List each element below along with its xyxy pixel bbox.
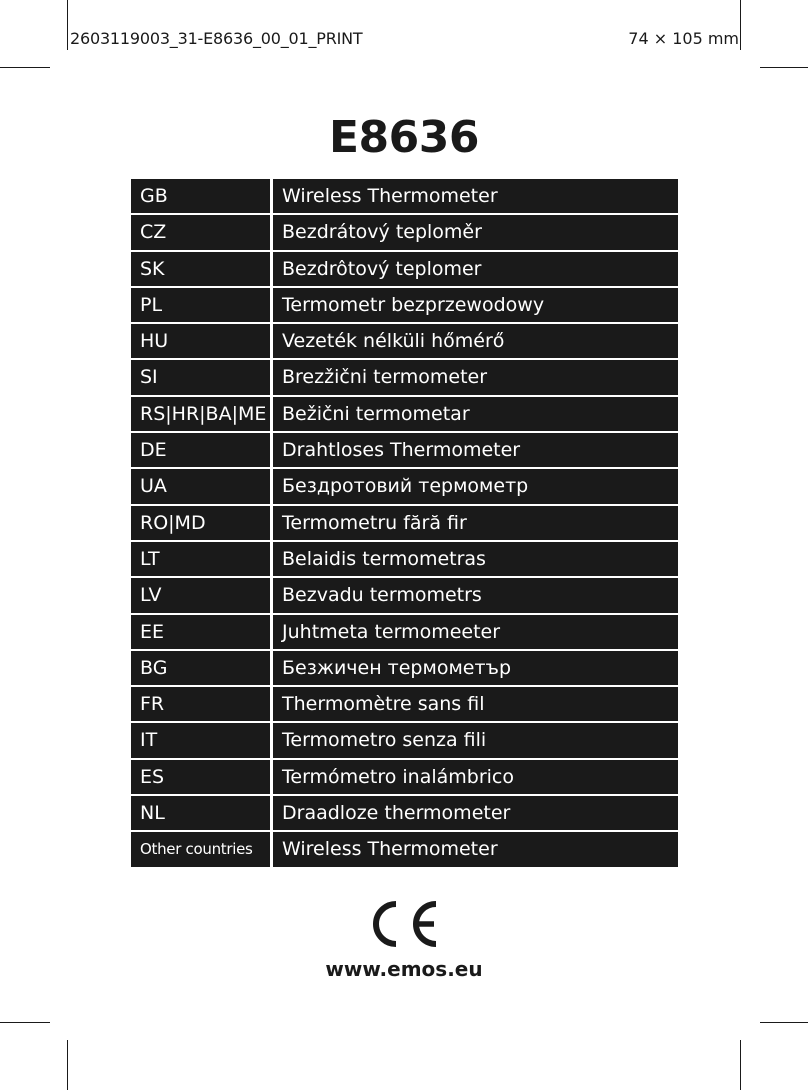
product-name: Bezdrôtový teplomer (273, 252, 678, 286)
language-code: GB (131, 179, 270, 213)
language-row (131, 215, 678, 249)
language-code: NL (131, 796, 270, 830)
product-name: Termometro senza fili (273, 723, 678, 757)
product-name: Бездротовий термометр (273, 469, 678, 503)
language-code: PL (131, 288, 270, 322)
product-name: Thermomètre sans fil (273, 687, 678, 721)
language-code: CZ (131, 215, 270, 249)
product-name: Bezvadu termometrs (273, 578, 678, 612)
language-row (131, 615, 678, 649)
crop-mark (67, 1040, 68, 1090)
language-row (131, 288, 678, 322)
product-name: Wireless Thermometer (273, 832, 678, 866)
product-name: Brezžični termometer (273, 360, 678, 394)
print-id: 2603119003_31-E8636_00_01_PRINT (70, 29, 363, 48)
crop-mark (0, 67, 50, 68)
product-name: Termometru fără fir (273, 506, 678, 540)
language-code: SI (131, 360, 270, 394)
crop-mark (67, 0, 68, 50)
language-row (131, 506, 678, 540)
language-code: LV (131, 578, 270, 612)
language-code: DE (131, 433, 270, 467)
language-code: IT (131, 723, 270, 757)
language-row (131, 179, 678, 213)
language-row (131, 651, 678, 685)
language-row (131, 723, 678, 757)
language-row (131, 360, 678, 394)
language-row (131, 324, 678, 358)
crop-mark (740, 1040, 741, 1090)
language-row (131, 760, 678, 794)
language-row (131, 397, 678, 431)
language-code: BG (131, 651, 270, 685)
ce-mark-icon (366, 898, 442, 950)
language-code: HU (131, 324, 270, 358)
crop-mark (760, 1022, 808, 1023)
model-title: E8636 (328, 112, 480, 163)
product-name: Termometr bezprzewodowy (273, 288, 678, 322)
website-url: www.emos.eu (325, 957, 483, 981)
product-name: Termómetro inalámbrico (273, 760, 678, 794)
product-name: Belaidis termometras (273, 542, 678, 576)
language-row (131, 252, 678, 286)
language-code: FR (131, 687, 270, 721)
language-code: LT (131, 542, 270, 576)
language-row (131, 578, 678, 612)
product-name: Juhtmeta termomeeter (273, 615, 678, 649)
language-code: SK (131, 252, 270, 286)
crop-mark (760, 67, 808, 68)
language-row (131, 832, 678, 866)
product-name: Wireless Thermometer (273, 179, 678, 213)
language-row (131, 433, 678, 467)
language-row (131, 796, 678, 830)
language-code: EE (131, 615, 270, 649)
language-code: RS|HR|BA|ME (131, 397, 270, 431)
product-name: Bezdrátový teploměr (273, 215, 678, 249)
print-size: 74 × 105 mm (628, 29, 739, 48)
product-name: Draadloze thermometer (273, 796, 678, 830)
language-row (131, 542, 678, 576)
crop-mark (0, 1022, 50, 1023)
product-name: Bežični termometar (273, 397, 678, 431)
language-code: UA (131, 469, 270, 503)
language-row (131, 687, 678, 721)
language-code: RO|MD (131, 506, 270, 540)
language-code: Other countries (131, 832, 270, 866)
product-name: Vezeték nélküli hőmérő (273, 324, 678, 358)
language-table (131, 179, 678, 869)
language-code: ES (131, 760, 270, 794)
product-name: Безжичен термометър (273, 651, 678, 685)
product-name: Drahtloses Thermometer (273, 433, 678, 467)
language-row (131, 469, 678, 503)
crop-mark (740, 0, 741, 50)
